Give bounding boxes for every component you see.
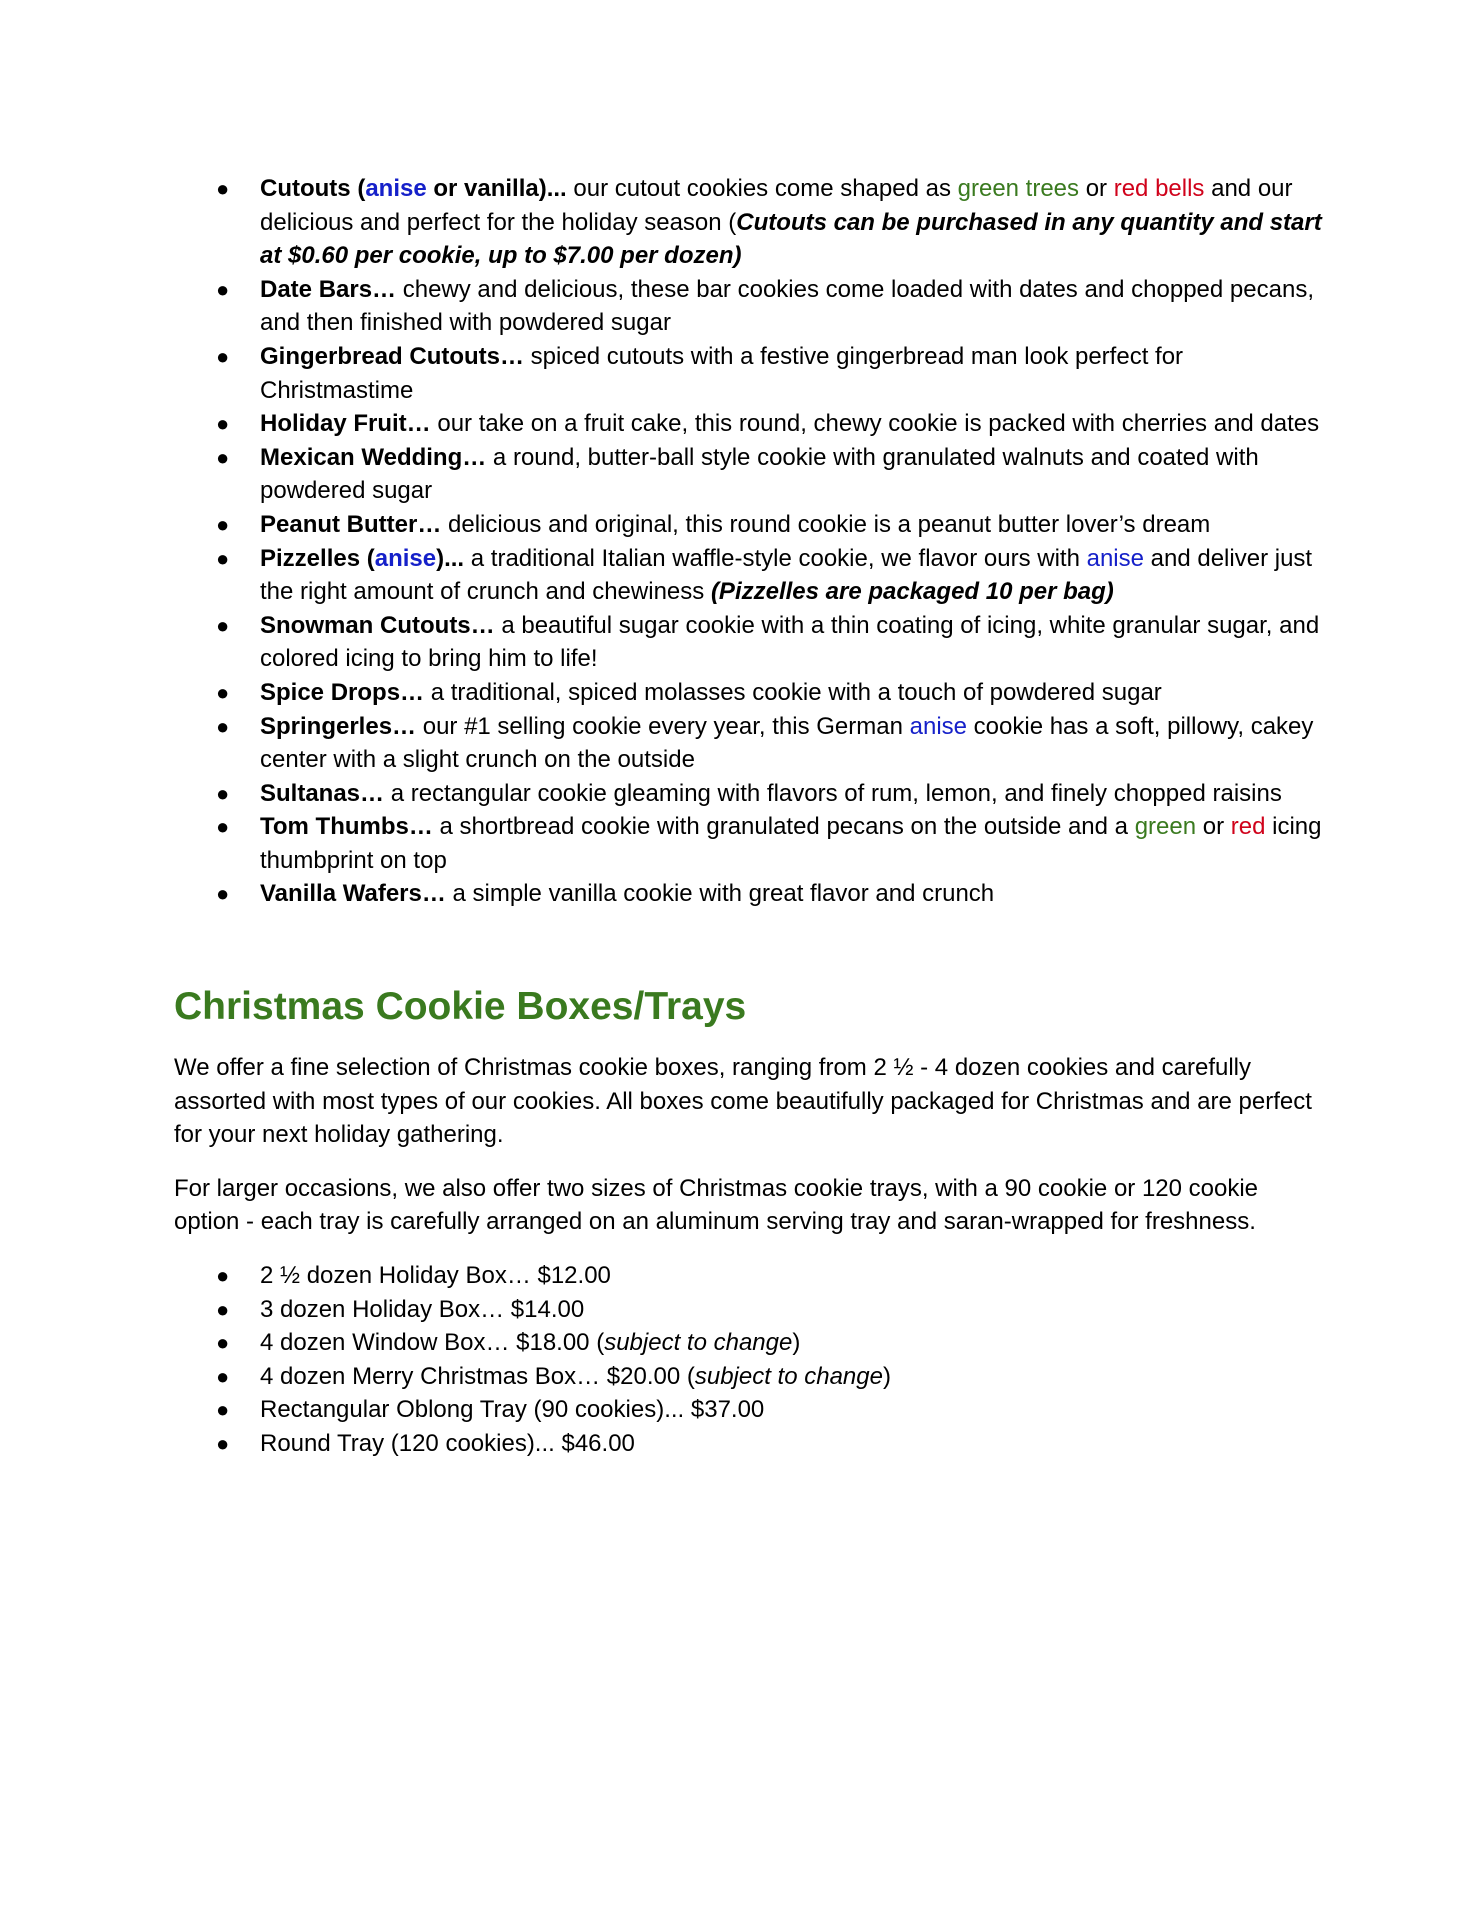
price-item [216,1427,1324,1461]
cookie-desc: icing thumbprint on top [260,813,1322,874]
cookie-item-vanilla-wafers [216,877,1324,911]
cookie-item-date-bars [216,273,1324,340]
cookie-desc: delicious and original, this round cookie is a peanut butter lover’s dream [441,510,1211,538]
cookie-name: Tom Thumbs… [260,813,433,841]
blue-text: anise [909,712,967,740]
price-item [216,1326,1324,1360]
cookie-desc: chewy and delicious, these bar cookies come loaded with dates and chopped pecans, and then finished with powdered sugar [260,275,1314,337]
bullet-icon: ● [216,713,230,739]
cookie-desc: a traditional Italian waffle-style cookie, we flavor ours with [464,544,1087,572]
red-text: red [1230,813,1266,841]
bullet-icon: ● [216,1263,230,1289]
bullet-icon: ● [216,1431,230,1456]
bullet-icon: ● [216,545,230,571]
bullet-icon: ● [216,780,230,806]
cookie-desc: spiced cutouts with a festive gingerbread man look perfect for Christmastime [260,342,1184,404]
cookie-item-spice-drops [216,676,1324,710]
price-text: 2 ½ dozen Holiday Box… $12.00 [260,1262,611,1290]
cookie-item-sultanas [216,777,1324,811]
cookie-desc: or [1196,813,1231,841]
price-note: subject to change [604,1329,793,1357]
cookie-item-cutouts [216,172,1324,273]
price-item [216,1259,1324,1293]
cookie-item-mexican-wedding [216,441,1324,508]
cookie-note: Cutouts can be purchased in any quantity and start at $0.60 per cookie, up to $7.00 per dozen) [260,208,1322,270]
cookie-desc: a beautiful sugar cookie with a thin coating of icing, white granular sugar, and colored icing to bring him to life! [260,611,1320,673]
cookie-desc: a shortbread cookie with granulated pecans on the outside and a [432,813,1135,841]
bullet-icon: ● [216,814,230,840]
cookie-flavor: anise [374,544,437,572]
red-text: red bells [1113,175,1205,202]
cookie-desc: and our delicious and perfect for the holiday season ( [260,175,1293,236]
price-text: 4 dozen Window Box… $18.00 ( [260,1329,605,1357]
price-text: Round Tray (120 cookies)... $46.00 [260,1430,635,1457]
cookie-name: Springerles… [260,712,417,740]
cookie-name-end: )... [436,544,465,572]
cookie-name-end: or vanilla)... [426,175,567,202]
cookie-item-snowman-cutouts [216,609,1324,676]
cookie-desc: our #1 selling cookie every year, this German [416,712,910,740]
cookie-flavor: anise [365,175,427,202]
cookie-desc: a round, butter-ball style cookie with granulated walnuts and coated with powdered sugar [260,443,1259,505]
green-text: green [1134,813,1197,841]
price-item [216,1293,1324,1327]
green-text: green trees [957,175,1080,202]
cookie-item-pizzelles [216,542,1324,609]
price-note: subject to change [694,1362,883,1390]
bullet-icon: ● [216,612,230,638]
cookie-name: Peanut Butter… [260,510,442,538]
price-item [216,1360,1324,1394]
cookie-name: Cutouts ( [260,175,366,202]
price-list [174,1259,1324,1461]
cookie-desc: and deliver just the right amount of crunch and chewiness [260,544,1313,606]
cookie-desc: cookie has a soft, pillowy, cakey center with a slight crunch on the outside [260,712,1314,774]
cookie-name: Snowman Cutouts… [260,611,495,639]
cookie-name: Gingerbread Cutouts… [260,342,525,370]
cookie-item-gingerbread-cutouts [216,340,1324,407]
bullet-icon: ● [216,1363,230,1389]
cookie-item-tom-thumbs [216,810,1324,877]
cookie-desc: a traditional, spiced molasses cookie with a touch of powdered sugar [424,678,1162,706]
bullet-icon: ● [216,343,230,369]
cookie-name: Vanilla Wafers… [260,880,446,908]
cookie-name: Pizzelles ( [260,544,375,572]
cookie-name: Holiday Fruit… [260,410,431,438]
cookie-desc: our take on a fruit cake, this round, chewy cookie is packed with cherries and dates [430,410,1320,438]
price-text: 4 dozen Merry Christmas Box… $20.00 ( [260,1362,695,1390]
bullet-icon: ● [216,1397,230,1423]
cookie-desc: a simple vanilla cookie with great flavor and crunch [445,880,995,908]
price-text: Rectangular Oblong Tray (90 cookies)... $37.00 [260,1396,765,1424]
cookie-desc: our cutout cookies come shaped as [566,175,958,202]
price-text: 3 dozen Holiday Box… $14.00 [260,1295,585,1323]
boxes-paragraph: We offer a fine selection of Christmas cookie boxes, ranging from 2 ½ - 4 dozen cookies and carefully assorted with most types of our cookies. All boxes come beautifully packaged for Christmas and are perfect for your next holiday gathering. [174,1054,1312,1149]
price-text-end: ) [882,1362,891,1390]
bullet-icon: ● [216,1330,230,1356]
bullet-icon: ● [216,511,230,537]
trays-paragraph: For larger occasions, we also offer two sizes of Christmas cookie trays, with a 90 cookie or 120 cookie option - each tray is carefully arranged on an aluminum serving tray and saran-wrapped for freshness. [174,1174,1259,1236]
cookie-desc: a rectangular cookie gleaming with flavors of rum, lemon, and finely chopped raisins [384,779,1282,807]
cookie-item-peanut-butter [216,508,1324,542]
bullet-icon: ● [216,1296,230,1322]
bullet-icon: ● [216,679,230,705]
price-text-end: ) [792,1329,801,1357]
cookie-name: Date Bars… [260,275,397,303]
bullet-icon: ● [216,444,230,470]
bullet-icon: ● [216,881,230,907]
cookie-name: Sultanas… [260,779,385,807]
cookie-name: Mexican Wedding… [260,443,487,471]
cookie-item-holiday-fruit [216,407,1324,441]
cookie-name: Spice Drops… [260,678,425,706]
price-item [216,1393,1324,1427]
bullet-icon: ● [216,411,230,437]
cookie-item-springerles [216,710,1324,777]
cookie-note: (Pizzelles are packaged 10 per bag) [710,578,1114,606]
cookie-desc: or [1079,175,1114,202]
section-title: Christmas Cookie Boxes/Trays [174,985,747,1029]
bullet-icon: ● [216,176,230,201]
page-content [174,172,1324,1461]
bullet-icon: ● [216,276,230,302]
blue-text: anise [1086,544,1144,572]
cookie-list [174,172,1324,911]
